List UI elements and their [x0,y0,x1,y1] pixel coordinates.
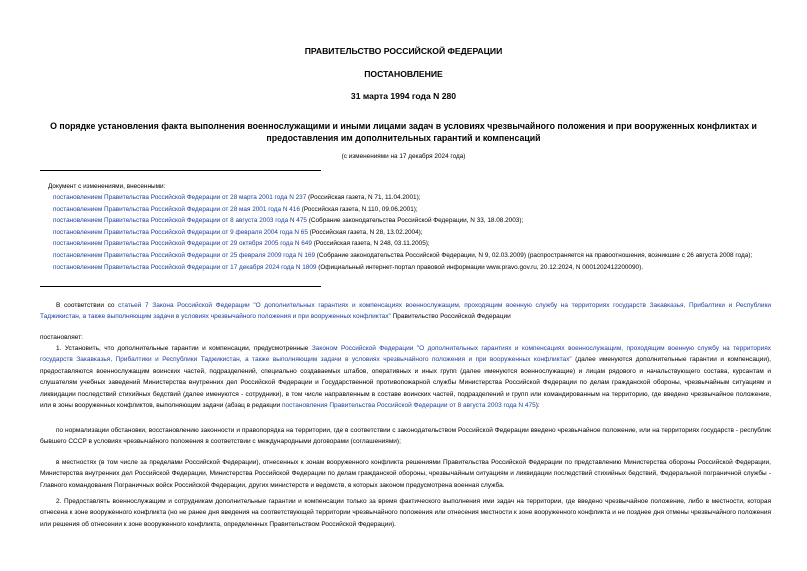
divider-bottom [40,286,321,287]
change-source: (Собрание законодательства Российской Федерации, N 33, 18.08.2003); [306,217,524,225]
change-source: (Российская газета, N 71, 11.04.2001); [306,194,421,201]
resolves-paragraph [40,332,771,343]
change-source: (Официальный интернет-портал правовой информации www.pravo.gov.ru, 20.12.2024, N 0001202412200090). [316,263,644,271]
p4-text: 2. Предоставлять военнослужащим и сотрудникам дополнительные гарантии и компенсации только за время фактического выполнения ими задач на территории, где введено чрезвычайное положение, либо в местности, которая отнесена к зоне вооруженного конфликта (но не ранее дня введения на соответствующей территории чрезвычайного положения или отнесения местности к зоне вооруженного конфликта и не позднее дня отмены чрезвычайного положения или решения об отнесении к зоне вооруженного конфликта, определенных Правительством Российской Федерации). [40,498,771,528]
change-link[interactable]: постановлением Правительства Российской Федерации от 9 февраля 2004 года N 65 [53,228,308,236]
paragraph-2 [40,425,771,448]
change-link[interactable]: постановлением Правительства Российской Федерации от 25 февраля 2009 года N 169 [53,251,316,259]
p1-text-mid: (далее именуются дополнительные гарантии и компенсации), предоставляются военнослужащим воинских частей, подразделений, специально создаваемых штабов, оперативных и иных групп (далее именуются военнослужащие) и лицам рядового и начальствующего состава, курсантам и слушателям учебных заведений Министерства внутренних дел Российской Федерации и Государственной противопожарной службы Министерства Российской Федерации по делам гражданской обороны, чрезвычайным ситуациям и ликвидации последствий стихийных бедствий (далее именуются - сотрудники), в том числе направленным в составе воинских частей, подразделений и групп или командированным на территорию, где введено чрезвычайное положение, или в зоны вооруженных конфликтов, выполняющим задачи (абзац в редакции [40,356,771,410]
change-item [37,250,772,262]
amendment-note: (с изменениями на 17 декабря 2024 года) [341,153,466,160]
resolves-text: постановляет: [40,334,83,341]
change-link[interactable]: постановлением Правительства Российской Федерации от 29 октября 2005 года N 649 [53,240,312,248]
law-article-link[interactable]: статьей 7 Закона Российской Федерации "О дополнительных гарантиях и компенсациях военнослужащим, проходящим военную службу на территориях государств Закавказья, Прибалтики и Республики Таджикистан, а также выполняющим задачи в условиях чрезвычайного положения и при вооруженных конфликтах" [40,302,771,321]
change-item [37,238,772,250]
changes-heading: Документ с изменениями, внесенными: [48,183,166,190]
change-link[interactable]: постановлением Правительства Российской Федерации от 17 декабря 2024 года N 1809 [53,263,317,271]
change-source: (Российская газета, N 248, 03.11.2005); [311,240,430,248]
intro-paragraph [40,300,771,323]
change-item [37,192,772,204]
paragraph-4 [40,496,771,530]
changes-list [37,192,772,273]
paragraph-3 [40,457,771,491]
change-link[interactable]: постановлением Правительства Российской Федерации от 28 мая 2001 года N 416 [53,205,300,213]
p1-text-pre: 1. Установить, что дополнительные гарантии и компенсации, предусмотренные [56,345,312,352]
p1-text-end: ): [535,402,540,410]
divider-top [40,170,321,171]
intro-text-pre: В соответствии со [56,302,119,309]
change-source: (Российская газета, N 110, 09.06.2001); [299,205,418,213]
change-item [37,204,772,216]
federal-law-link[interactable]: Законом Российской Федерации "О дополнительных гарантиях и компенсациях военнослужащим, проходящим военную службу на территориях государств Закавказья, Прибалтики и Республики Таджикистан, а также выполняющим задачи в условиях чрезвычайного положения и при вооруженных конфликтах" [40,345,771,364]
change-item [37,227,772,239]
change-item [37,262,772,274]
document-type-heading: ПОСТАНОВЛЕНИЕ [364,69,443,79]
change-source: (Собрание законодательства Российской Федерации, N 9, 02.03.2009) (распространяется на правоотношения, возникшие с 26 августа 2008 года); [315,251,753,259]
resolution-2003-link[interactable]: постановления Правительства Российской Федерации от 8 августа 2003 года N 475 [282,402,536,410]
document-date-number: 31 марта 1994 года N 280 [350,91,457,101]
change-source: (Российская газета, N 28, 13.02.2004); [307,228,423,236]
intro-text-post: Правительство Российской Федерации [390,313,511,321]
paragraph-1 [40,343,771,411]
change-item [37,215,772,227]
change-link[interactable]: постановлением Правительства Российской Федерации от 8 августа 2003 года N 475 [53,217,307,225]
document-title: О порядке установления факта выполнения военнослужащими и иными лицами задач в условиях чрезвычайного положения и при вооруженных конфликтах и предоставления им дополнительных гарантий и компенсаций [50,121,757,143]
change-link[interactable]: постановлением Правительства Российской Федерации от 28 марта 2001 года N 237 [53,194,307,201]
p3-text: в местностях (в том числе за пределами Российской Федерации), отнесенных к зонам вооруженного конфликта решениями Правительства Российской Федерации по представлению Министерства обороны Российской Федерации, Министерства внутренних дел Российской Федерации, Министерства Российской Федерации по делам гражданской обороны, чрезвычайным ситуациям и ликвидации последствий стихийных бедствий, Федеральной пограничной службы - Главного командования Пограничных войск Российской Федерации, других министерств и ведомств, в которых законом предусмотрена военная служба. [40,459,771,489]
p2-text: по нормализации обстановки, восстановлению законности и правопорядка на территории, где в соответствии с законодательством Российской Федерации введено чрезвычайное положение, или на территориях государств - республик бывшего СССР в условиях чрезвычайного положения в соответствии с международными договорами (соглашениями); [40,427,771,446]
government-heading: ПРАВИТЕЛЬСТВО РОССИЙСКОЙ ФЕДЕРАЦИИ [304,46,503,56]
